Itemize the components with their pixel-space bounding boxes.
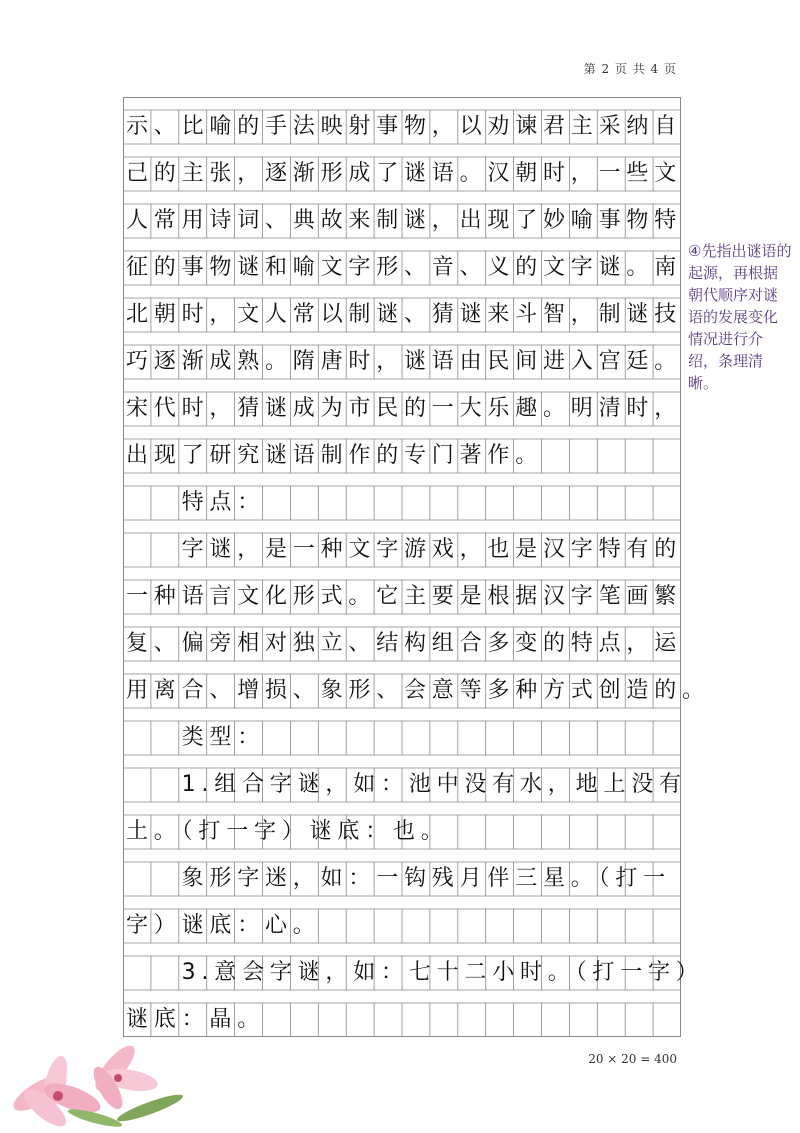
manuscript-line: 巧逐渐成熟。隋唐时，谜语由民间进入宫廷。 <box>126 349 683 374</box>
manuscript-line: 字）谜底：心。 <box>126 913 321 938</box>
manuscript-line: 字谜，是一种文字游戏，也是汉字特有的 <box>126 537 683 562</box>
manuscript-line: 人常用诗词、典故来制谜，出现了妙喻事物特 <box>126 208 683 233</box>
lily-flower-decoration <box>0 1008 200 1133</box>
manuscript-line: 一种语言文化形式。它主要是根据汉字笔画繁 <box>126 584 683 609</box>
manuscript-line: 宋代时，猜谜成为市民的一大乐趣。明清时， <box>126 396 683 421</box>
manuscript-line: 类型： <box>126 725 266 750</box>
manuscript-line: 特点： <box>126 490 266 515</box>
manuscript-line: 己的主张，逐渐形成了谜语。汉朝时，一些文 <box>126 161 683 186</box>
grid-spec-footer: 20 × 20 = 400 <box>588 1052 677 1066</box>
manuscript-line: 谜底：晶。 <box>126 1007 266 1032</box>
manuscript-line: 1.组合字谜，如：池中没有水，地上没有 <box>126 772 687 797</box>
manuscript-line: 征的事物谜和喻文字形、音、义的文字谜。南 <box>126 255 683 280</box>
margin-annotation: ④先指出谜语的起源，再根据朝代顺序对谜语的发展变化情况进行介绍，条理清晰。 <box>688 242 792 392</box>
manuscript-line: 3.意会字谜，如：七十二小时。（打一字） <box>126 960 704 985</box>
page-number-header: 第 2 页 共 4 页 <box>583 62 677 76</box>
manuscript-grid <box>123 97 710 1037</box>
manuscript-line: 出现了研究谜语制作的专门著作。 <box>126 443 544 468</box>
manuscript-line: 象形字迷，如：一钩残月伴三星。（打一 <box>126 866 672 891</box>
manuscript-line: 复、偏旁相对独立、结构组合多变的特点，运 <box>126 631 683 656</box>
manuscript-line: 北朝时，文人常以制谜、猜谜来斗智，制谜技 <box>126 302 683 327</box>
manuscript-line: 示、比喻的手法映射事物，以劝谏君主采纳自 <box>126 114 683 139</box>
grid-lines <box>123 97 681 1037</box>
manuscript-line: 土。（打一字）谜底：也。 <box>126 819 449 844</box>
manuscript-line: 用离合、增损、象形、会意等多种方式创造的。 <box>126 678 710 703</box>
